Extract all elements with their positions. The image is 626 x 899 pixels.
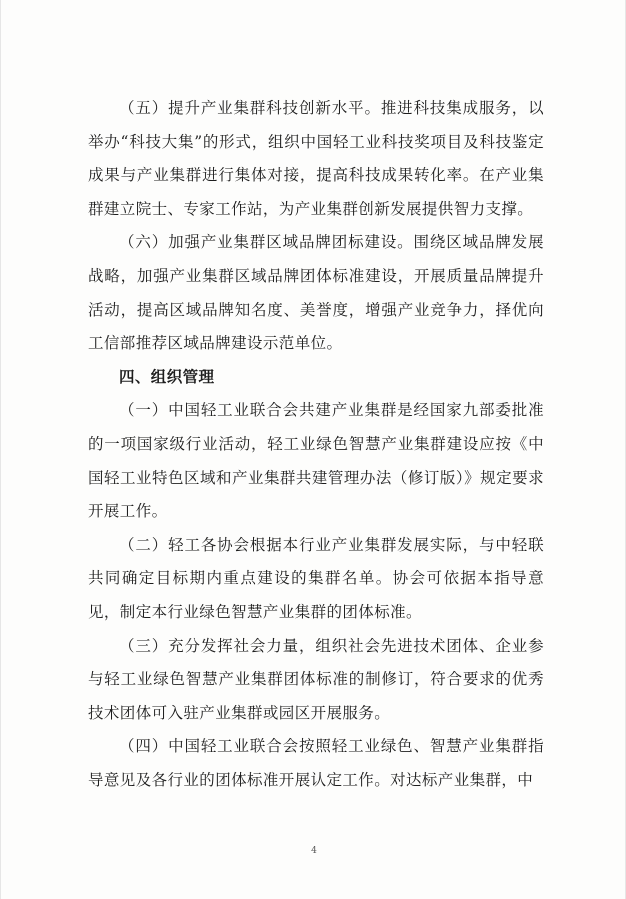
- paragraph-org-1: （一）中国轻工业联合会共建产业集群是经国家九部委批准的一项国家级行业活动，轻工业绿色智慧产业集群建设应按《中国轻工业特色区域和产业集群共建管理办法（修订版）》规定要求开展工作。: [88, 401, 544, 521]
- paragraph-org-4: （四）中国轻工业联合会按照轻工业绿色、智慧产业集群指导意见及各行业的团体标准开展认定工作。对达标产业集群，中: [88, 737, 544, 789]
- paragraph-5-tech-innovation: （五）提升产业集群科技创新水平。推进科技集成服务，以举办“科技大集”的形式，组织中国轻工业科技奖项目及科技鉴定成果与产业集群进行集体对接，提高科技成果转化率。在产业集群建立院士、专家工作站，为产业集群创新发展提供智力支撑。: [88, 99, 544, 218]
- document-body: [88, 92, 544, 797]
- paragraph-org-3: （三）充分发挥社会力量，组织社会先进技术团体、企业参与轻工业绿色智慧产业集群团体标准的制修订，符合要求的优秀技术团体可入驻产业集群或园区开展服务。: [88, 636, 544, 722]
- page-number: 4: [311, 846, 317, 856]
- paragraph-org-2: （二）轻工各协会根据本行业产业集群发展实际，与中轻联共同确定目标期内重点建设的集群名单。协会可依据本指导意见，制定本行业绿色智慧产业集群的团体标准。: [88, 535, 544, 621]
- section-heading-organization: 四、组织管理: [119, 367, 215, 386]
- paragraph-6-regional-brand: （六）加强产业集群区域品牌团标建设。围绕区域品牌发展战略，加强产业集群区域品牌团体标准建设，开展质量品牌提升活动，提高区域品牌知名度、美誉度，增强产业竞争力，择优向工信部推荐区域品牌建设示范单位。: [88, 233, 544, 353]
